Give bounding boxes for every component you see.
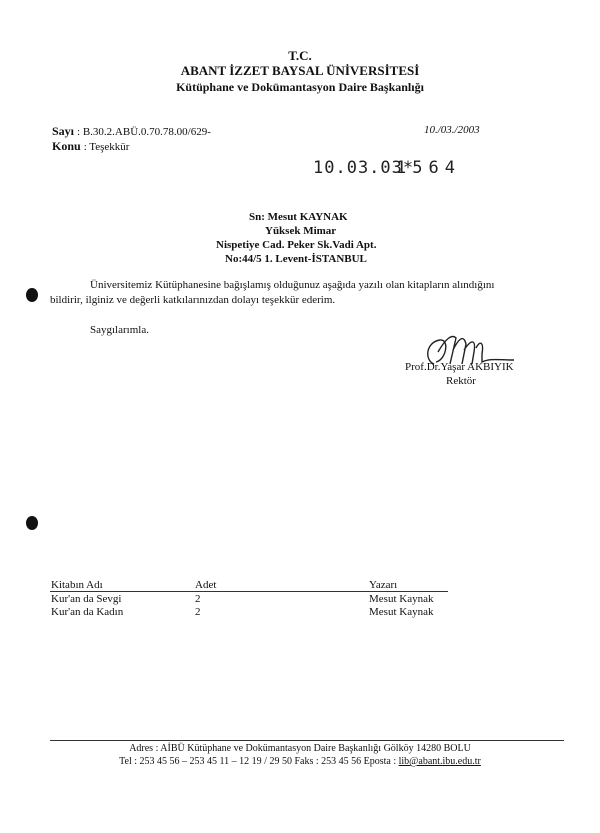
punch-hole-top: [26, 288, 38, 302]
footer-contact: [0, 756, 600, 767]
signatory-name: Prof.Dr.Yaşar AKBIYIK: [405, 361, 514, 373]
signatory-title: Rektör: [446, 375, 476, 387]
header-tc: T.C.: [288, 48, 312, 63]
sayi-value: : B.30.2.ABÜ.0.70.78.00/629-: [77, 126, 211, 138]
stamp-number: 1564: [396, 158, 461, 178]
stamp-date: 10.03.03*: [313, 158, 415, 178]
letter-date: 10./03./2003: [424, 124, 480, 136]
table-row-1-title: Kur'an da Sevgi: [51, 593, 122, 605]
recipient-title: Yüksek Mimar: [265, 225, 337, 237]
konu-value: : Teşekkür: [83, 141, 130, 153]
table-header-rule: [50, 591, 448, 592]
body-line-1: Üniversitemiz Kütüphanesine bağışlamış olduğunuz aşağıda yazılı olan kitapların alındığını: [90, 279, 495, 291]
closing: Saygılarımla.: [90, 324, 149, 336]
recipient-street: Nispetiye Cad. Peker Sk.Vadi Apt.: [216, 239, 377, 251]
col-header-title: Kitabın Adı: [51, 579, 103, 591]
table-row-2-count: 2: [195, 606, 201, 618]
table-row-2-author: Mesut Kaynak: [369, 606, 434, 618]
recipient-city: No:44/5 1. Levent-İSTANBUL: [225, 253, 367, 265]
footer-contact-numbers: Tel : 253 45 56 – 253 45 11 – 12 19 / 29 50 Faks : 253 45 56 Eposta :: [119, 756, 399, 767]
sayi-line: [52, 124, 211, 139]
col-header-count: Adet: [195, 579, 217, 591]
sayi-label: Sayı: [52, 124, 75, 138]
konu-label: Konu: [52, 139, 81, 153]
table-row-1-count: 2: [195, 593, 201, 605]
university-name: ABANT İZZET BAYSAL ÜNİVERSİTESİ: [180, 63, 420, 78]
table-row-1-author: Mesut Kaynak: [369, 593, 434, 605]
footer-email-link[interactable]: lib@abant.ibu.edu.tr: [398, 756, 481, 767]
konu-line: [52, 139, 129, 154]
footer-address: Adres : AİBÜ Kütüphane ve Dokümantasyon Daire Başkanlığı Gölköy 14280 BOLU: [129, 743, 471, 754]
body-line-2: bildirir, ilginiz ve değerli katkılarınızdan dolayı teşekkür ederim.: [50, 294, 336, 306]
footer-rule: [50, 740, 564, 741]
col-header-author: Yazarı: [369, 579, 398, 591]
recipient-name: Sn: Mesut KAYNAK: [249, 211, 348, 223]
department-name: Kütüphane ve Dokümantasyon Daire Başkanlığı: [176, 80, 424, 94]
table-row-2-title: Kur'an da Kadın: [51, 606, 124, 618]
punch-hole-bottom: [26, 516, 38, 530]
